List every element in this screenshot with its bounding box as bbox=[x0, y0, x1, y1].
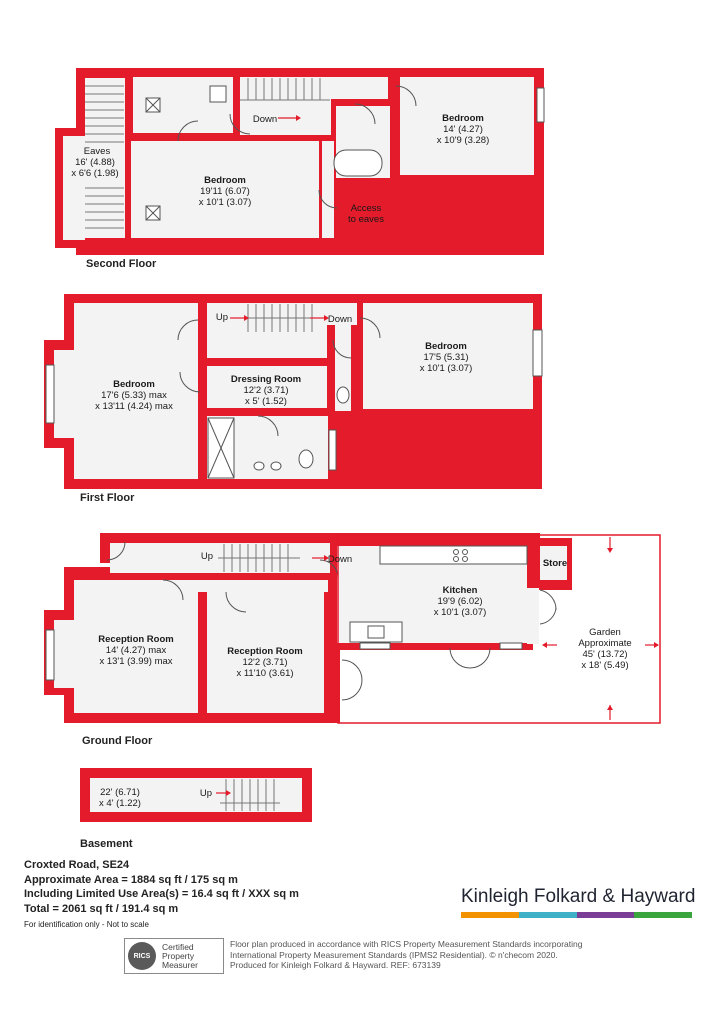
property-address: Croxted Road, SE24 bbox=[24, 859, 130, 871]
rics-line-2: Property bbox=[162, 950, 195, 961]
rics-line-3: Measurer bbox=[162, 959, 198, 970]
basement-up-label: Up bbox=[199, 788, 213, 799]
first-floor-plan bbox=[44, 294, 542, 489]
first-down-label: Down bbox=[327, 314, 353, 325]
first-bedroom1-name: Bedroom bbox=[113, 379, 155, 390]
ground-floor-title: Ground Floor bbox=[82, 735, 153, 747]
brand-name: Kinleigh Folkard & Hayward bbox=[461, 886, 696, 907]
dressing-room-dim1: 12'2 (3.71) bbox=[243, 385, 289, 396]
kitchen-name: Kitchen bbox=[442, 585, 478, 596]
disclaimer-line-2: International Property Measurement Standards (IPMS2 Residential). © n'checom 2020. bbox=[230, 949, 558, 960]
basement-title: Basement bbox=[80, 838, 133, 850]
garden-dim2: x 18' (5.49) bbox=[581, 660, 629, 671]
second-down-label: Down bbox=[252, 114, 278, 125]
reception2-dim1: 12'2 (3.71) bbox=[242, 657, 288, 668]
approximate-area: Approximate Area = 1884 sq ft / 175 sq m bbox=[24, 873, 238, 886]
garden-name: Garden bbox=[589, 627, 621, 638]
kitchen-dim2: x 10'1 (3.07) bbox=[433, 607, 487, 618]
basement-dim1: 22' (6.71) bbox=[100, 787, 140, 798]
ground-floor-plan bbox=[44, 533, 660, 723]
rics-label bbox=[162, 943, 198, 970]
dressing-room-name: Dressing Room bbox=[230, 374, 302, 385]
first-bedroom2-name: Bedroom bbox=[425, 341, 467, 352]
reception2-dim2: x 11'10 (3.61) bbox=[236, 668, 294, 679]
brand-color-bar bbox=[461, 912, 692, 918]
reception1-name: Reception Room bbox=[98, 634, 174, 645]
second-bedroom2-name: Bedroom bbox=[442, 113, 484, 124]
disclaimer bbox=[230, 939, 610, 971]
brand-bar-green bbox=[634, 912, 692, 918]
first-floor-title: First Floor bbox=[80, 492, 135, 504]
total-area: Total = 2061 sq ft / 191.4 sq m bbox=[24, 902, 179, 915]
second-bedroom2-dim1: 14' (4.27) bbox=[443, 124, 483, 135]
property-info bbox=[24, 858, 299, 933]
disclaimer-line-3: Produced for Kinleigh Folkard & Hayward. REF: 673139 bbox=[230, 960, 441, 970]
second-bedroom1-dim1: 19'11 (6.07) bbox=[200, 186, 250, 197]
rics-badge bbox=[124, 938, 224, 974]
basement-dim2: x 4' (1.22) bbox=[99, 798, 141, 809]
first-bedroom1-dim2: x 13'11 (4.24) max bbox=[95, 401, 173, 412]
brand-logo bbox=[461, 886, 696, 918]
second-bedroom1-name: Bedroom bbox=[204, 175, 246, 186]
identification-note: For identification only - Not to scale bbox=[24, 920, 149, 929]
access-label-2: to eaves bbox=[348, 214, 384, 225]
first-bedroom2-dim1: 17'5 (5.31) bbox=[423, 352, 469, 363]
second-bedroom2-dim2: x 10'9 (3.28) bbox=[436, 135, 490, 146]
basement-plan bbox=[80, 768, 312, 822]
kitchen-dim1: 19'9 (6.02) bbox=[437, 596, 483, 607]
eaves-dim1: 16' (4.88) bbox=[75, 157, 115, 168]
first-up-label: Up bbox=[215, 312, 229, 323]
rics-logo-icon: RICS bbox=[128, 942, 156, 970]
brand-bar-teal bbox=[519, 912, 577, 918]
garden-approx: Approximate bbox=[578, 638, 632, 649]
garden-dim1: 45' (13.72) bbox=[582, 649, 628, 660]
disclaimer-line-1: Floor plan produced in accordance with RICS Property Measurement Standards incorporating bbox=[230, 939, 583, 949]
second-floor-plan bbox=[55, 68, 544, 255]
first-bedroom2-dim2: x 10'1 (3.07) bbox=[419, 363, 473, 374]
eaves-dim2: x 6'6 (1.98) bbox=[71, 168, 119, 179]
second-floor-title: Second Floor bbox=[86, 258, 157, 270]
brand-bar-purple bbox=[577, 912, 635, 918]
rics-line-1: Certified bbox=[162, 941, 194, 952]
reception1-dim1: 14' (4.27) max bbox=[105, 645, 167, 656]
reception1-dim2: x 13'1 (3.99) max bbox=[99, 656, 173, 667]
store-label: Store bbox=[542, 558, 568, 569]
dressing-room-dim2: x 5' (1.52) bbox=[245, 396, 287, 407]
limited-use-area: Including Limited Use Area(s) = 16.4 sq ft / XXX sq m bbox=[24, 888, 299, 900]
brand-bar-orange bbox=[461, 912, 519, 918]
second-bedroom1-dim2: x 10'1 (3.07) bbox=[198, 197, 252, 208]
ground-up-label: Up bbox=[200, 551, 214, 562]
first-bedroom1-dim1: 17'6 (5.33) max bbox=[101, 390, 167, 401]
eaves-name: Eaves bbox=[83, 146, 111, 157]
access-label-1: Access bbox=[350, 203, 382, 214]
reception2-name: Reception Room bbox=[227, 646, 303, 657]
ground-down-label: Down bbox=[327, 554, 353, 565]
